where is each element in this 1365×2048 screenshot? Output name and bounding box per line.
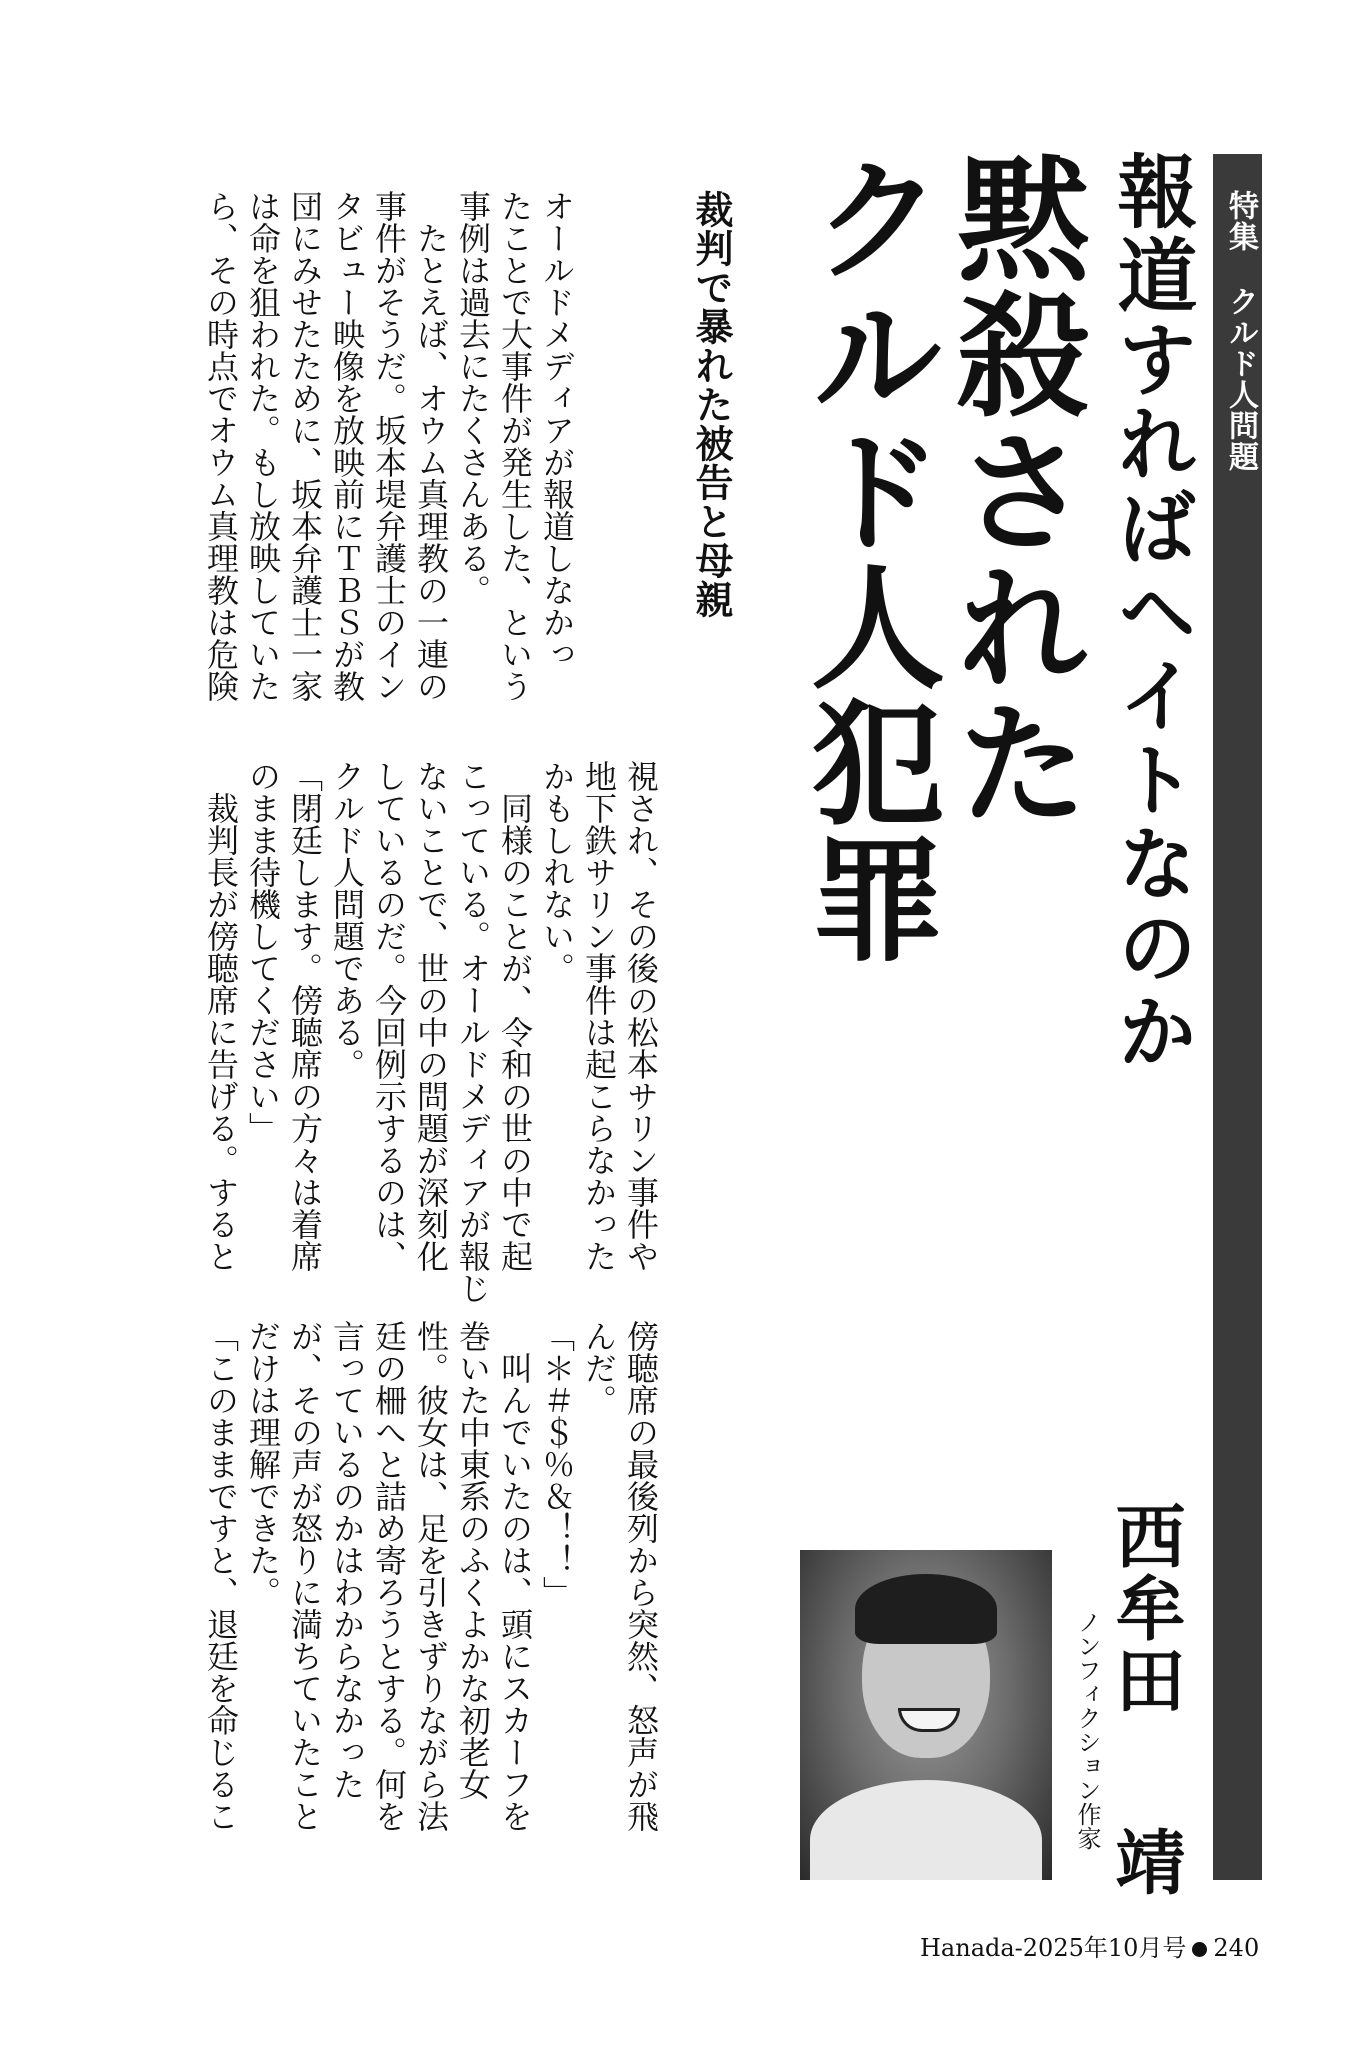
headline-title-line2: クルド人犯罪	[789, 150, 945, 966]
page-footer	[920, 1928, 1259, 1963]
headline-title-line1: 黙殺された	[934, 150, 1090, 830]
section-label-feature: 特集	[1223, 190, 1258, 252]
photo-hair	[855, 1574, 997, 1644]
author-given-name: 靖	[1104, 1826, 1187, 1898]
footer-page-number: 240	[1213, 1934, 1260, 1962]
author-photo	[800, 1550, 1052, 1880]
body-column-bottom: 傍聴席の最後列から突然、怒声が飛 んだ。 「＊＃＄％＆！！」 叫んでいたのは、頭にスカーフを 巻いた中東系のふくよかな初老女 性。彼女は、足を引きずりながら法 廷の柵へと詰め寄ろうとする。何を 言っているのかはわからなかった が、その声が怒りに満ちていたこと だけは理解できた。 「このままですと、退廷を命じるこ	[202, 1320, 660, 1832]
subheading: 裁判で暴れた被告と母親	[689, 190, 734, 619]
author-role: ノンフィクション作家	[1073, 1610, 1101, 1850]
author-name	[1104, 1500, 1187, 1898]
headline-kicker: 報道すればヘイトなのか	[1104, 150, 1197, 1074]
photo-shirt	[810, 1780, 1042, 1880]
bullet-icon	[1192, 1942, 1207, 1957]
body-column-top: オールドメディアが報道しなかっ たことで大事件が発生した、という 事例は過去にたくさんある。 たとえば、オウム真理教の一連の 事件がそうだ。坂本堤弁護士のイン タビュー映像を放映前にＴＢＳが教 団にみせたために、坂本弁護士一家 は命を狙われた。もし放映していた ら、その時点でオウム真理教は危険	[202, 190, 576, 702]
author-family-name: 西牟田	[1104, 1500, 1187, 1716]
section-label-topic: クルド人問題	[1223, 286, 1258, 472]
body-column-middle: 視され、その後の松本サリン事件や 地下鉄サリン事件は起こらなかった かもしれない。 同様のことが、令和の世の中で起 こっている。オールドメディアが報じ ないことで、世の中の問題が深刻化 しているのだ。今回例示するのは、 クルド人問題である。 「閉廷します。傍聴席の方々は着席 のまま待機してください」 裁判長が傍聴席に告げる。すると	[202, 760, 660, 1304]
footer-magazine: Hanada-2025年10月号	[920, 1934, 1187, 1962]
section-label	[1218, 190, 1262, 472]
